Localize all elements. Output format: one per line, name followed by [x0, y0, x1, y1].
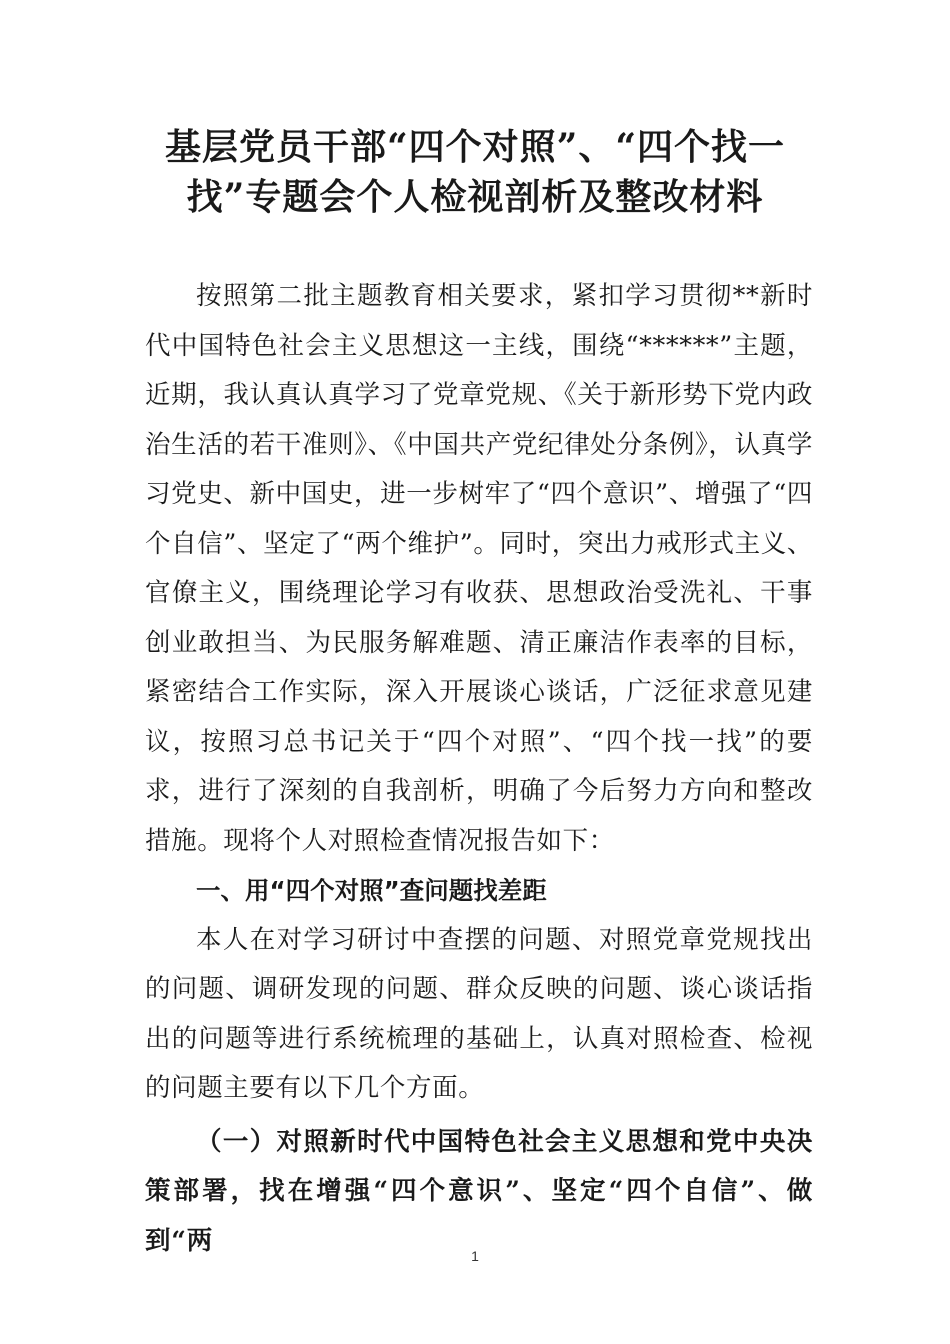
section-heading-1: 一、用“四个对照”查问题找差距: [196, 876, 547, 905]
intro-paragraph: 按照第二批主题教育相关要求，紧扣学习贯彻**新时代中国特色社会主义思想这一主线，围绕“******”主题，近期，我认真认真学习了党章党规、《关于新形势下党内政治生活的若干准则》、《中国共产党纪律处分条例》，认真学习党史、新中国史，进一步树牢了“四个意识”、增强了“四个自信”、坚定了“两个维护”。同时，突出力戒形式主义、官僚主义，围绕理论学习有收获、思想政治受洗礼、干事创业敢担当、为民服务解难题、清正廉洁作表率的目标，紧密结合工作实际，深入开展谈心谈话，广泛征求意见建议，按照习总书记关于“四个对照”、“四个找一找”的要求，进行了深刻的自我剖析，明确了今后努力方向和整改措施。现将个人对照检查情况报告如下：: [145, 281, 813, 856]
page-number: 1: [471, 1248, 479, 1264]
title-line-1: 基层党员干部“四个对照”、“四个找一: [164, 126, 786, 168]
title-line-2: 找”专题会个人检视剖析及整改材料: [186, 176, 764, 218]
document-body: [145, 272, 813, 1266]
subsection-heading-1: （一）对照新时代中国特色社会主义思想和党中央决策部署，找在增强“四个意识”、坚定“四个自信”、做到“两: [145, 1126, 813, 1256]
document-title: [130, 122, 820, 222]
section-1-paragraph: 本人在对学习研讨中查摆的问题、对照党章党规找出的问题、调研发现的问题、群众反映的问题、谈心谈话指出的问题等进行系统梳理的基础上，认真对照检查、检视的问题主要有以下几个方面。: [145, 924, 813, 1103]
